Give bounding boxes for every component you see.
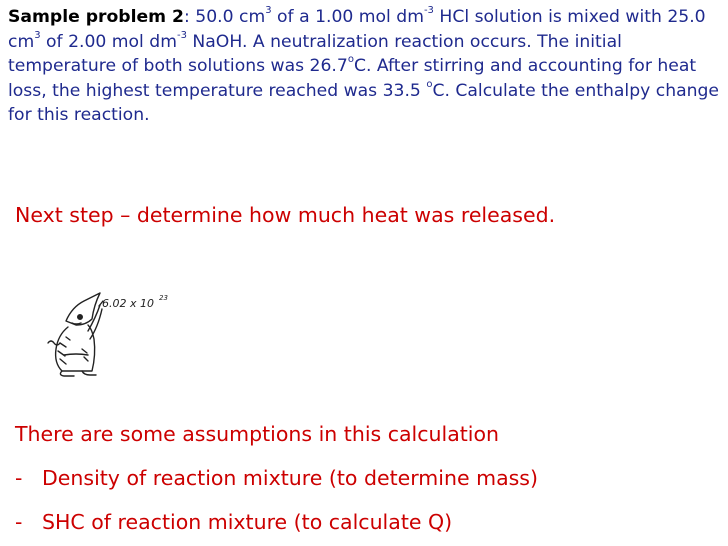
board-text: 6.02 x 10 — [102, 297, 154, 310]
avogadro-cartoon-illustration — [38, 283, 188, 378]
assumption-text: Density of reaction mixture (to determine mass) — [42, 466, 538, 490]
problem-text-2: of a 1.00 mol dm — [271, 7, 424, 27]
superscript-1: 3 — [265, 5, 272, 17]
problem-text-3: HCl solution is mixed with 25.0 cm — [8, 7, 706, 52]
degree-symbol-1: o — [347, 54, 354, 66]
problem-text-1: 50.0 cm — [189, 7, 266, 27]
problem-colon: : — [184, 7, 190, 27]
assumptions-heading: There are some assumptions in this calculation — [15, 422, 500, 446]
assumption-item-density — [15, 466, 538, 490]
problem-text-7: C. Calculate the enthalpy change for this reaction. — [8, 80, 719, 125]
superscript-2: -3 — [423, 5, 434, 17]
assumption-text: SHC of reaction mixture (to calculate Q) — [42, 510, 453, 534]
degree-symbol-2: o — [426, 78, 433, 90]
superscript-4: -3 — [176, 29, 187, 41]
problem-text-6: C. After stirring and accounting for heat loss, the highest temperature reached was 33.5 — [8, 56, 697, 101]
assumption-item-shc — [15, 510, 452, 534]
problem-text-4: of 2.00 mol dm — [40, 31, 177, 52]
superscript-3: 3 — [34, 29, 41, 41]
bullet-dash: - — [15, 466, 23, 490]
board-exponent: 23 — [159, 294, 168, 302]
problem-text-5: NaOH. A neutralization reaction occurs. The initial temperature of both solutions was 26.7 — [8, 31, 622, 76]
next-step-text: Next step – determine how much heat was released. — [15, 203, 556, 227]
bullet-dash: - — [15, 510, 23, 534]
problem-label: Sample problem 2 — [8, 7, 185, 27]
problem-statement — [8, 5, 720, 128]
